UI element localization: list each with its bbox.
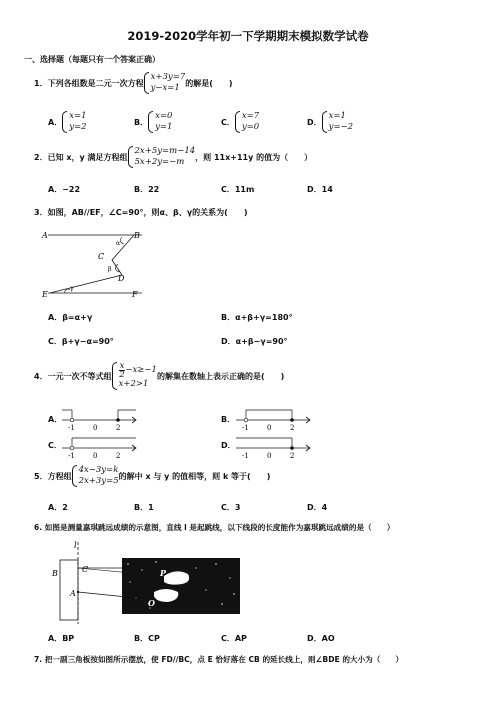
option-a[interactable]: A．2 [48, 503, 68, 512]
svg-text:0: 0 [93, 452, 98, 460]
point-f-label: F [132, 290, 138, 299]
sand-pit [122, 558, 240, 614]
alpha-label: α [116, 240, 121, 247]
beta-label: β [108, 266, 112, 273]
option-b[interactable]: B．CP [134, 634, 160, 643]
option-d[interactable]: D．α+β−γ=90° [221, 337, 288, 346]
point-b-label: B [134, 231, 140, 240]
gamma-label: γ [70, 285, 74, 292]
option-b[interactable]: B．α+β+γ=180° [221, 313, 293, 322]
option-a[interactable]: A． [48, 415, 63, 424]
option-b[interactable]: B． x=0 y=1 [134, 111, 173, 132]
svg-text:2: 2 [116, 452, 121, 460]
equation-system: 4x−3y=k 2x+3y=5 [72, 465, 119, 487]
equation-system: 2x+5y=m−14 5x+2y=−m [128, 146, 196, 168]
question-2-tail: ，则 11x+11y 的值为（ ） [195, 152, 313, 162]
question-7-stem: 7. 把一副三角板按如图所示摆放，使 FD//BC，点 E 恰好落在 CB 的延长线上，则∠BDE 的大小为（ ） [34, 655, 404, 664]
svg-text:-1: -1 [242, 424, 249, 432]
number-line-d [234, 434, 312, 460]
option-a[interactable]: A．BP [48, 634, 75, 643]
question-1 [34, 72, 233, 94]
svg-text:0: 0 [267, 424, 272, 432]
option-c[interactable]: C．3 [221, 503, 241, 512]
equation-system: x+3y=7 y−x=1 [144, 72, 186, 94]
option-a[interactable]: A．β=α+γ [48, 313, 93, 322]
option-d[interactable]: D．14 [307, 185, 333, 194]
question-6-stem: 6. 如图是测量嘉琪跳远成绩的示意图，直线 l 是起跳线，以下线段的长度能作为嘉琪跳远成绩的是（ ） [34, 523, 395, 532]
svg-text:2: 2 [290, 452, 295, 460]
line-l-label: l [74, 541, 77, 550]
option-c[interactable]: C．AP [221, 634, 247, 643]
option-b[interactable]: B．22 [134, 185, 160, 194]
svg-text:-1: -1 [242, 452, 249, 460]
svg-text:-1: -1 [68, 452, 75, 460]
number-line-a [60, 406, 138, 432]
question-5-tail: 的解中 x 与 y 的值相等，则 k 等于( ) [118, 471, 271, 481]
svg-text:2: 2 [290, 424, 295, 432]
option-c[interactable]: C．β+γ−α=90° [48, 337, 114, 346]
question-4 [34, 362, 284, 390]
page-title: 2019-2020学年初一下学期期末模拟数学试卷 [127, 29, 369, 43]
question-3-stem: 3．如图，AB//EF，∠C=90°，则α、β、γ的关系为( ) [34, 208, 248, 217]
point-d-label: D [118, 274, 125, 283]
question-5 [34, 465, 270, 487]
option-c[interactable]: C．11m [221, 185, 255, 194]
option-d[interactable]: D．4 [307, 503, 328, 512]
point-e-label: E [42, 290, 48, 299]
point-a-label: A [70, 589, 76, 598]
svg-text:0: 0 [93, 424, 98, 432]
inequality-system: $\frac{x}{2}$ −x≥−1 x+2>1 [112, 362, 157, 390]
option-b[interactable]: B． [221, 415, 236, 424]
section-heading: 一、选择题（每题只有一个答案正确） [24, 55, 160, 64]
point-a [77, 591, 79, 593]
point-a-label: A [42, 231, 48, 240]
point-c-label: C [82, 565, 89, 574]
question-4-stem: 4．一元一次不等式组 [34, 371, 112, 381]
question-1-stem: 1．下列各组数是二元一次方程 [34, 78, 144, 88]
svg-text:-1: -1 [68, 424, 75, 432]
question-2-stem: 2．已知 x，y 满足方程组 [34, 152, 128, 162]
point-p-label: P [160, 568, 167, 578]
svg-text:2: 2 [116, 424, 121, 432]
option-d[interactable]: D．AO [307, 634, 335, 643]
question-2 [34, 146, 312, 168]
svg-text:0: 0 [267, 452, 272, 460]
option-a[interactable]: A． x=1 y=2 [48, 111, 87, 132]
question-4-tail: 的解集在数轴上表示正确的是( ) [156, 371, 285, 381]
number-line-b [234, 406, 312, 432]
fold-line [50, 235, 134, 293]
point-c-label: C [98, 252, 105, 261]
question-5-stem: 5．方程组 [34, 471, 72, 481]
option-a[interactable]: A．−22 [48, 185, 81, 194]
angle-alpha-arc [120, 237, 124, 244]
option-c[interactable]: C． [48, 441, 62, 450]
option-d[interactable]: D． x=1 y=−2 [307, 111, 354, 132]
question-1-tail: 的解是( ) [185, 78, 233, 88]
option-b[interactable]: B．1 [134, 503, 154, 512]
question-6-figure [46, 538, 242, 626]
point-b-label: B [52, 569, 58, 578]
point-o-label: O [148, 598, 155, 608]
number-line-c [60, 434, 138, 460]
question-3-figure [40, 224, 150, 300]
option-c[interactable]: C． x=7 y=0 [221, 111, 260, 132]
option-d[interactable]: D． [221, 441, 236, 450]
